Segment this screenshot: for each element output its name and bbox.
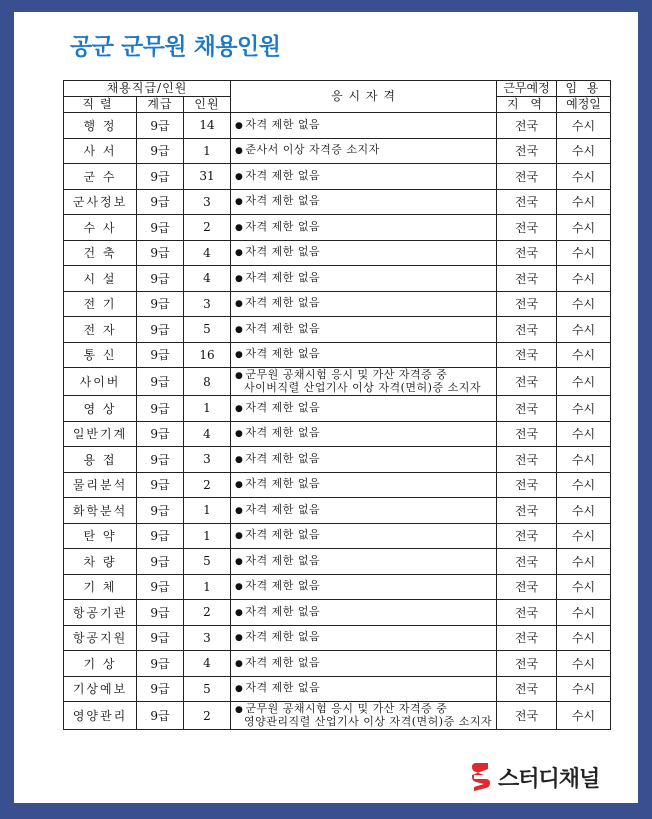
qualification-line	[235, 195, 496, 208]
cell-region: 전국	[497, 447, 557, 473]
cell-qualification	[231, 291, 497, 317]
cell-qualification	[231, 138, 497, 164]
cell-grade: 9급	[137, 240, 184, 266]
cell-position: 기 상	[64, 651, 137, 677]
cell-count: 1	[184, 138, 231, 164]
cell-position: 전 기	[64, 291, 137, 317]
cell-count: 1	[184, 574, 231, 600]
cell-region: 전국	[497, 164, 557, 190]
table-row	[64, 421, 611, 447]
bullet-icon: ●	[235, 684, 244, 695]
cell-count: 1	[184, 396, 231, 422]
qualification-text: 자격 제한 없음	[245, 451, 321, 465]
cell-position: 사 서	[64, 138, 137, 164]
qualification-line	[235, 119, 496, 132]
cell-grade: 9급	[137, 189, 184, 215]
cell-grade: 9급	[137, 215, 184, 241]
cell-qualification	[231, 472, 497, 498]
cell-position: 항공기관	[64, 600, 137, 626]
table-row	[64, 702, 611, 730]
cell-date: 수시	[557, 138, 611, 164]
cell-date: 수시	[557, 164, 611, 190]
table-row	[64, 472, 611, 498]
table-row	[64, 342, 611, 368]
qualification-text: 군무원 공채시험 응시 및 가산 자격증 중	[245, 368, 448, 381]
qualification-text: 자격 제한 없음	[245, 168, 321, 182]
bullet-icon: ●	[235, 371, 244, 381]
cell-region: 전국	[497, 215, 557, 241]
cell-grade: 9급	[137, 625, 184, 651]
cell-position: 일반기계	[64, 421, 137, 447]
cell-date: 수시	[557, 447, 611, 473]
header-date-line2: 예정일	[557, 97, 611, 113]
qualification-line	[235, 606, 496, 619]
cell-date: 수시	[557, 676, 611, 702]
cell-grade: 9급	[137, 498, 184, 524]
cell-grade: 9급	[137, 523, 184, 549]
cell-position: 탄 약	[64, 523, 137, 549]
qualification-line	[235, 427, 496, 440]
cell-region: 전국	[497, 240, 557, 266]
table-row	[64, 266, 611, 292]
cell-grade: 9급	[137, 368, 184, 396]
table-row	[64, 676, 611, 702]
cell-position: 군 수	[64, 164, 137, 190]
cell-qualification	[231, 266, 497, 292]
cell-count: 31	[184, 164, 231, 190]
cell-region: 전국	[497, 600, 557, 626]
cell-grade: 9급	[137, 421, 184, 447]
cell-position: 영 상	[64, 396, 137, 422]
cell-position: 차 량	[64, 549, 137, 575]
cell-count: 8	[184, 368, 231, 396]
table-row	[64, 574, 611, 600]
table-row	[64, 396, 611, 422]
cell-date: 수시	[557, 215, 611, 241]
table-row	[64, 498, 611, 524]
table-row	[64, 291, 611, 317]
qualification-line	[235, 382, 496, 394]
cell-grade: 9급	[137, 138, 184, 164]
qualification-text: 준사서 이상 자격증 소지자	[245, 143, 380, 157]
cell-grade: 9급	[137, 651, 184, 677]
qualification-text: 자격 제한 없음	[245, 296, 321, 310]
table-row	[64, 523, 611, 549]
bullet-icon: ●	[235, 350, 244, 361]
table-row	[64, 138, 611, 164]
cell-date: 수시	[557, 240, 611, 266]
qualification-text: 자격 제한 없음	[245, 477, 321, 491]
bullet-icon: ●	[235, 324, 244, 335]
cell-count: 4	[184, 266, 231, 292]
cell-count: 5	[184, 317, 231, 343]
bullet-icon: ●	[235, 171, 244, 182]
cell-position: 수 사	[64, 215, 137, 241]
cell-region: 전국	[497, 368, 557, 396]
table-row	[64, 368, 611, 396]
cell-region: 전국	[497, 702, 557, 730]
table-row	[64, 113, 611, 139]
cell-region: 전국	[497, 189, 557, 215]
recruitment-table	[63, 80, 611, 730]
qualification-text: 자격 제한 없음	[245, 347, 321, 361]
cell-count: 2	[184, 600, 231, 626]
cell-date: 수시	[557, 549, 611, 575]
bullet-icon: ●	[235, 556, 244, 567]
cell-date: 수시	[557, 317, 611, 343]
cell-region: 전국	[497, 574, 557, 600]
cell-position: 시 설	[64, 266, 137, 292]
cell-qualification	[231, 368, 497, 396]
qualification-text: 자격 제한 없음	[245, 502, 321, 516]
cell-count: 3	[184, 291, 231, 317]
cell-count: 5	[184, 549, 231, 575]
cell-position: 영양관리	[64, 702, 137, 730]
cell-date: 수시	[557, 189, 611, 215]
cell-date: 수시	[557, 368, 611, 396]
bullet-icon: ●	[235, 607, 244, 618]
cell-qualification	[231, 317, 497, 343]
cell-region: 전국	[497, 317, 557, 343]
qualification-line	[235, 716, 496, 728]
cell-region: 전국	[497, 396, 557, 422]
brand-logo	[470, 760, 599, 794]
qualification-line	[235, 246, 496, 259]
cell-date: 수시	[557, 113, 611, 139]
bullet-icon: ●	[235, 705, 244, 715]
cell-count: 3	[184, 625, 231, 651]
cell-grade: 9급	[137, 676, 184, 702]
qualification-text: 자격 제한 없음	[245, 194, 321, 208]
cell-qualification	[231, 113, 497, 139]
bullet-icon: ●	[235, 197, 244, 208]
brand-logo-icon	[470, 761, 492, 793]
cell-grade: 9급	[137, 317, 184, 343]
cell-qualification	[231, 421, 497, 447]
cell-grade: 9급	[137, 702, 184, 730]
cell-region: 전국	[497, 625, 557, 651]
cell-grade: 9급	[137, 342, 184, 368]
bullet-icon: ●	[235, 633, 244, 644]
cell-date: 수시	[557, 421, 611, 447]
cell-qualification	[231, 342, 497, 368]
cell-qualification	[231, 240, 497, 266]
qualification-line	[235, 529, 496, 542]
bullet-icon: ●	[235, 273, 244, 284]
cell-count: 4	[184, 421, 231, 447]
cell-region: 전국	[497, 498, 557, 524]
brand-logo-text: 스터디채널	[498, 766, 600, 792]
header-count: 인원	[184, 97, 231, 113]
bullet-icon: ●	[235, 658, 244, 669]
header-grade: 계급	[137, 97, 184, 113]
cell-count: 2	[184, 472, 231, 498]
cell-position: 사이버	[64, 368, 137, 396]
qualification-text: 자격 제한 없음	[245, 553, 321, 567]
qualification-line	[235, 348, 496, 361]
cell-position: 행 정	[64, 113, 137, 139]
cell-date: 수시	[557, 651, 611, 677]
cell-position: 기 체	[64, 574, 137, 600]
bullet-icon: ●	[235, 222, 244, 233]
cell-date: 수시	[557, 600, 611, 626]
header-date-line1: 임 용	[557, 81, 611, 97]
bullet-icon: ●	[235, 299, 244, 310]
cell-count: 14	[184, 113, 231, 139]
cell-qualification	[231, 600, 497, 626]
cell-date: 수시	[557, 625, 611, 651]
cell-qualification	[231, 651, 497, 677]
cell-count: 5	[184, 676, 231, 702]
cell-qualification	[231, 164, 497, 190]
cell-count: 1	[184, 498, 231, 524]
bullet-icon: ●	[235, 454, 244, 465]
qualification-text: 자격 제한 없음	[245, 117, 321, 131]
table-row	[64, 447, 611, 473]
cell-qualification	[231, 702, 497, 730]
qualification-text: 자격 제한 없음	[245, 321, 321, 335]
table-body	[64, 113, 611, 730]
cell-count: 2	[184, 702, 231, 730]
cell-qualification	[231, 498, 497, 524]
table-row	[64, 600, 611, 626]
bullet-icon: ●	[235, 582, 244, 593]
qualification-line	[235, 580, 496, 593]
qualification-text: 자격 제한 없음	[245, 400, 321, 414]
cell-qualification	[231, 215, 497, 241]
qualification-line	[235, 221, 496, 234]
bullet-icon: ●	[235, 429, 244, 440]
cell-region: 전국	[497, 113, 557, 139]
qualification-text: 자격 제한 없음	[245, 245, 321, 259]
bullet-icon: ●	[235, 505, 244, 516]
qualification-line	[235, 170, 496, 183]
cell-grade: 9급	[137, 266, 184, 292]
qualification-line	[235, 682, 496, 695]
cell-date: 수시	[557, 574, 611, 600]
qualification-text: 자격 제한 없음	[245, 630, 321, 644]
cell-qualification	[231, 447, 497, 473]
qualification-line	[235, 402, 496, 415]
qualification-line	[235, 657, 496, 670]
qualification-text: 군무원 공채시험 응시 및 가산 자격증 중	[245, 702, 448, 715]
cell-count: 2	[184, 215, 231, 241]
cell-position: 용 접	[64, 447, 137, 473]
cell-date: 수시	[557, 702, 611, 730]
qualification-text: 자격 제한 없음	[245, 604, 321, 618]
header-qualifications: 응 시 자 격	[231, 81, 497, 113]
header-region-line1: 근무예정	[497, 81, 557, 97]
cell-grade: 9급	[137, 113, 184, 139]
qualification-line	[235, 478, 496, 491]
table-row	[64, 625, 611, 651]
qualification-text: 영양관리직렬 산업기사 이상 자격(면허)증 소지자	[244, 715, 493, 728]
cell-qualification	[231, 549, 497, 575]
cell-count: 1	[184, 523, 231, 549]
cell-date: 수시	[557, 396, 611, 422]
cell-region: 전국	[497, 676, 557, 702]
qualification-text: 자격 제한 없음	[245, 426, 321, 440]
cell-date: 수시	[557, 523, 611, 549]
qualification-text: 자격 제한 없음	[245, 579, 321, 593]
table-row	[64, 164, 611, 190]
cell-position: 물리분석	[64, 472, 137, 498]
cell-region: 전국	[497, 472, 557, 498]
qualification-text: 자격 제한 없음	[245, 270, 321, 284]
qualification-line	[235, 555, 496, 568]
qualification-line	[235, 453, 496, 466]
table-row	[64, 317, 611, 343]
cell-position: 항공지원	[64, 625, 137, 651]
cell-count: 4	[184, 651, 231, 677]
cell-qualification	[231, 625, 497, 651]
cell-date: 수시	[557, 266, 611, 292]
cell-region: 전국	[497, 421, 557, 447]
cell-region: 전국	[497, 549, 557, 575]
table-row	[64, 549, 611, 575]
bullet-icon: ●	[235, 248, 244, 259]
cell-qualification	[231, 189, 497, 215]
cell-region: 전국	[497, 291, 557, 317]
cell-position: 전 자	[64, 317, 137, 343]
cell-region: 전국	[497, 138, 557, 164]
cell-position: 화학분석	[64, 498, 137, 524]
cell-grade: 9급	[137, 447, 184, 473]
qualification-text: 자격 제한 없음	[245, 219, 321, 233]
bullet-icon: ●	[235, 403, 244, 414]
cell-count: 4	[184, 240, 231, 266]
bullet-icon: ●	[235, 480, 244, 491]
cell-grade: 9급	[137, 472, 184, 498]
cell-grade: 9급	[137, 164, 184, 190]
header-position: 직렬	[64, 97, 137, 113]
bullet-icon: ●	[235, 531, 244, 542]
bullet-icon: ●	[235, 120, 244, 131]
cell-region: 전국	[497, 342, 557, 368]
qualification-text: 자격 제한 없음	[245, 681, 321, 695]
cell-date: 수시	[557, 291, 611, 317]
qualification-text: 사이버직렬 산업기사 이상 자격(면허)증 소지자	[244, 381, 481, 394]
cell-position: 건 축	[64, 240, 137, 266]
cell-region: 전국	[497, 523, 557, 549]
cell-position: 통 신	[64, 342, 137, 368]
cell-qualification	[231, 396, 497, 422]
qualification-line	[235, 631, 496, 644]
cell-qualification	[231, 676, 497, 702]
page-title: 공군 군무원 채용인원	[70, 34, 281, 60]
header-group: 채용직급/인원	[64, 81, 231, 97]
cell-grade: 9급	[137, 549, 184, 575]
cell-grade: 9급	[137, 291, 184, 317]
cell-date: 수시	[557, 498, 611, 524]
cell-grade: 9급	[137, 574, 184, 600]
table-row	[64, 215, 611, 241]
qualification-line	[235, 144, 496, 157]
table-row	[64, 240, 611, 266]
cell-grade: 9급	[137, 600, 184, 626]
cell-region: 전국	[497, 266, 557, 292]
qualification-line	[235, 323, 496, 336]
cell-qualification	[231, 574, 497, 600]
cell-grade: 9급	[137, 396, 184, 422]
cell-region: 전국	[497, 651, 557, 677]
document-page	[14, 12, 638, 803]
header-region-line2: 지 역	[497, 97, 557, 113]
cell-date: 수시	[557, 342, 611, 368]
bullet-icon: ●	[235, 146, 244, 157]
cell-count: 16	[184, 342, 231, 368]
table-row	[64, 651, 611, 677]
cell-position: 군사정보	[64, 189, 137, 215]
qualification-line	[235, 504, 496, 517]
qualification-text: 자격 제한 없음	[245, 528, 321, 542]
qualification-line	[235, 297, 496, 310]
cell-count: 3	[184, 447, 231, 473]
qualification-line	[235, 272, 496, 285]
cell-date: 수시	[557, 472, 611, 498]
cell-position: 기상예보	[64, 676, 137, 702]
qualification-text: 자격 제한 없음	[245, 655, 321, 669]
table-row	[64, 189, 611, 215]
cell-qualification	[231, 523, 497, 549]
cell-count: 3	[184, 189, 231, 215]
